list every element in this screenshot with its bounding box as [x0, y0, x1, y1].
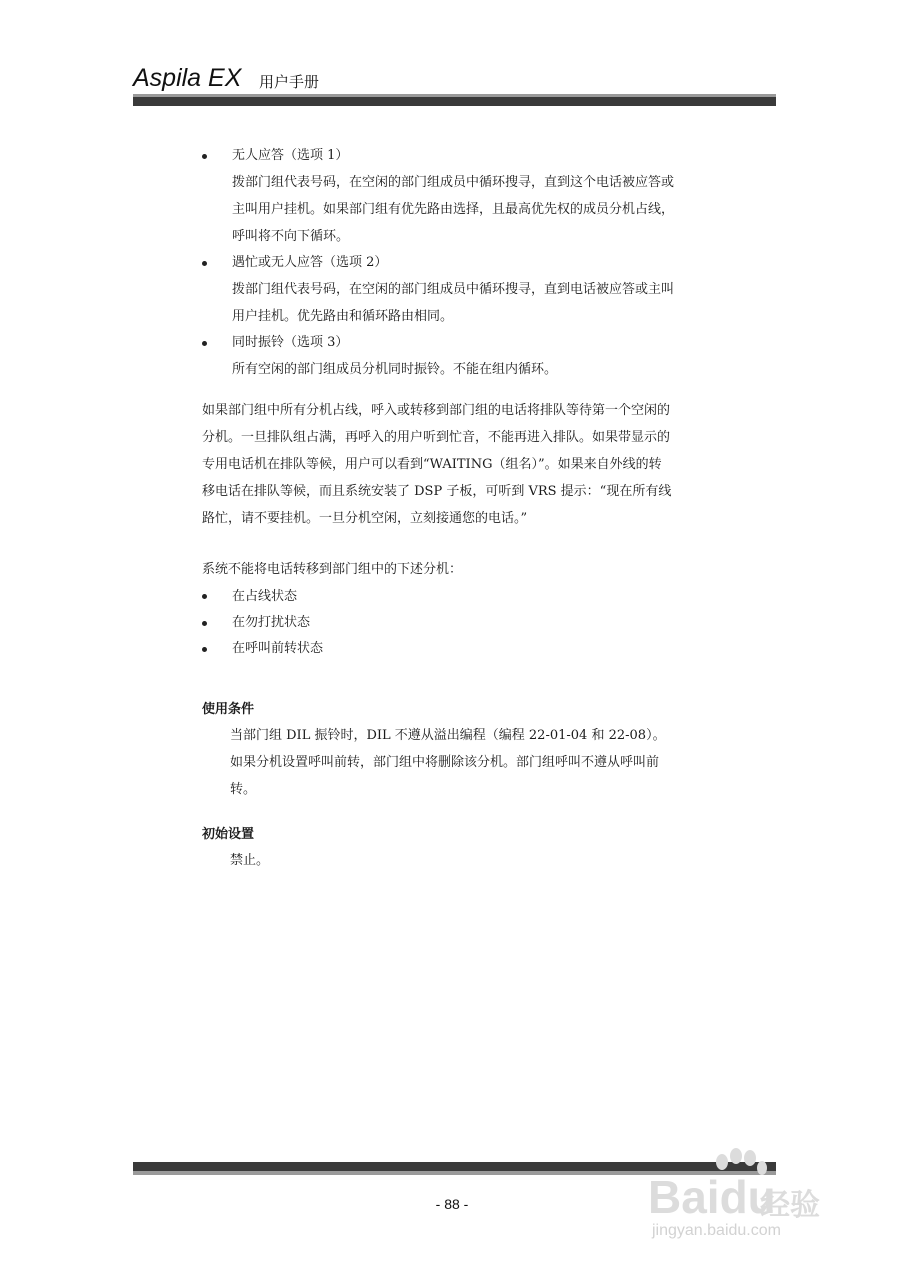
option-title: 同时振铃（选项 3）: [232, 335, 349, 350]
option-title: 遇忙或无人应答（选项 2）: [232, 255, 388, 270]
option-line: 主叫用户挂机。如果部门组有优先路由选择，且最高优先权的成员分机占线，: [232, 202, 675, 217]
option-1: [202, 143, 777, 250]
cannot-transfer-intro: 系统不能将电话转移到部门组中的下述分机：: [202, 562, 463, 577]
baidu-watermark: [648, 1148, 848, 1244]
page-number: - 88 -: [435, 1196, 469, 1212]
manual-subtitle: 用户手册: [259, 73, 320, 91]
option-line: 呼叫将不向下循环。: [232, 229, 350, 244]
list-item-text: 在呼叫前转状态: [232, 641, 324, 656]
option-line: 用户挂机。优先路由和循环路由相同。: [232, 309, 454, 324]
option-line: 拨部门组代表号码，在空闲的部门组成员中循环搜寻，直到这个电话被应答或: [232, 175, 675, 190]
watermark-url: jingyan.baidu.com: [652, 1222, 781, 1239]
option-line: 所有空闲的部门组成员分机同时振铃。不能在组内循环。: [232, 362, 558, 377]
condition-line: 如果分机设置呼叫前转，部门组中将删除该分机。部门组呼叫不遵从呼叫前: [230, 755, 660, 770]
conditions-section: [202, 698, 777, 803]
watermark-brand: 经验: [760, 1188, 820, 1223]
list-item-text: 在占线状态: [232, 589, 298, 604]
page-content: [202, 143, 777, 874]
condition-line: 转。: [230, 782, 257, 797]
paragraph-line: 分机。一旦排队组占满，再呼入的用户听到忙音，不能再进入排队。如果带显示的: [202, 430, 671, 445]
queue-paragraph: [202, 397, 777, 532]
defaults-value: 禁止。: [230, 853, 270, 868]
defaults-section: [202, 823, 777, 874]
watermark-logo: Baidu: [648, 1171, 776, 1223]
paragraph-line: 如果部门组中所有分机占线，呼入或转移到部门组的电话将排队等待第一个空闲的: [202, 403, 671, 418]
list-item: [202, 610, 777, 636]
paragraph-line: 专用电话机在排队等候，用户可以看到“WAITING（组名）”。如果来自外线的转: [202, 457, 662, 472]
header-rule-dark: [133, 97, 776, 106]
brand-title: Aspila EX: [133, 64, 242, 92]
paragraph-line: 路忙，请不要挂机。一旦分机空闲，立刻接通您的电话。”: [202, 511, 528, 526]
option-3: [202, 330, 777, 383]
list-item: [202, 583, 777, 610]
condition-line: 当部门组 DIL 振铃时，DIL 不遵从溢出编程（编程 22-01-04 和 22-08）。: [230, 728, 666, 743]
conditions-heading: 使用条件: [202, 702, 255, 717]
paragraph-line: 移电话在排队等候，而且系统安装了 DSP 子板，可听到 VRS 提示：“现在所有线: [202, 484, 672, 499]
list-item: [202, 636, 777, 662]
defaults-heading: 初始设置: [202, 827, 255, 842]
list-item-text: 在勿打扰状态: [232, 615, 311, 630]
option-2: [202, 250, 777, 330]
cannot-transfer-section: [202, 556, 777, 662]
option-line: 拨部门组代表号码，在空闲的部门组成员中循环搜寻，直到电话被应答或主叫: [232, 282, 675, 297]
option-title: 无人应答（选项 1）: [232, 148, 349, 163]
page-header: [133, 62, 776, 110]
